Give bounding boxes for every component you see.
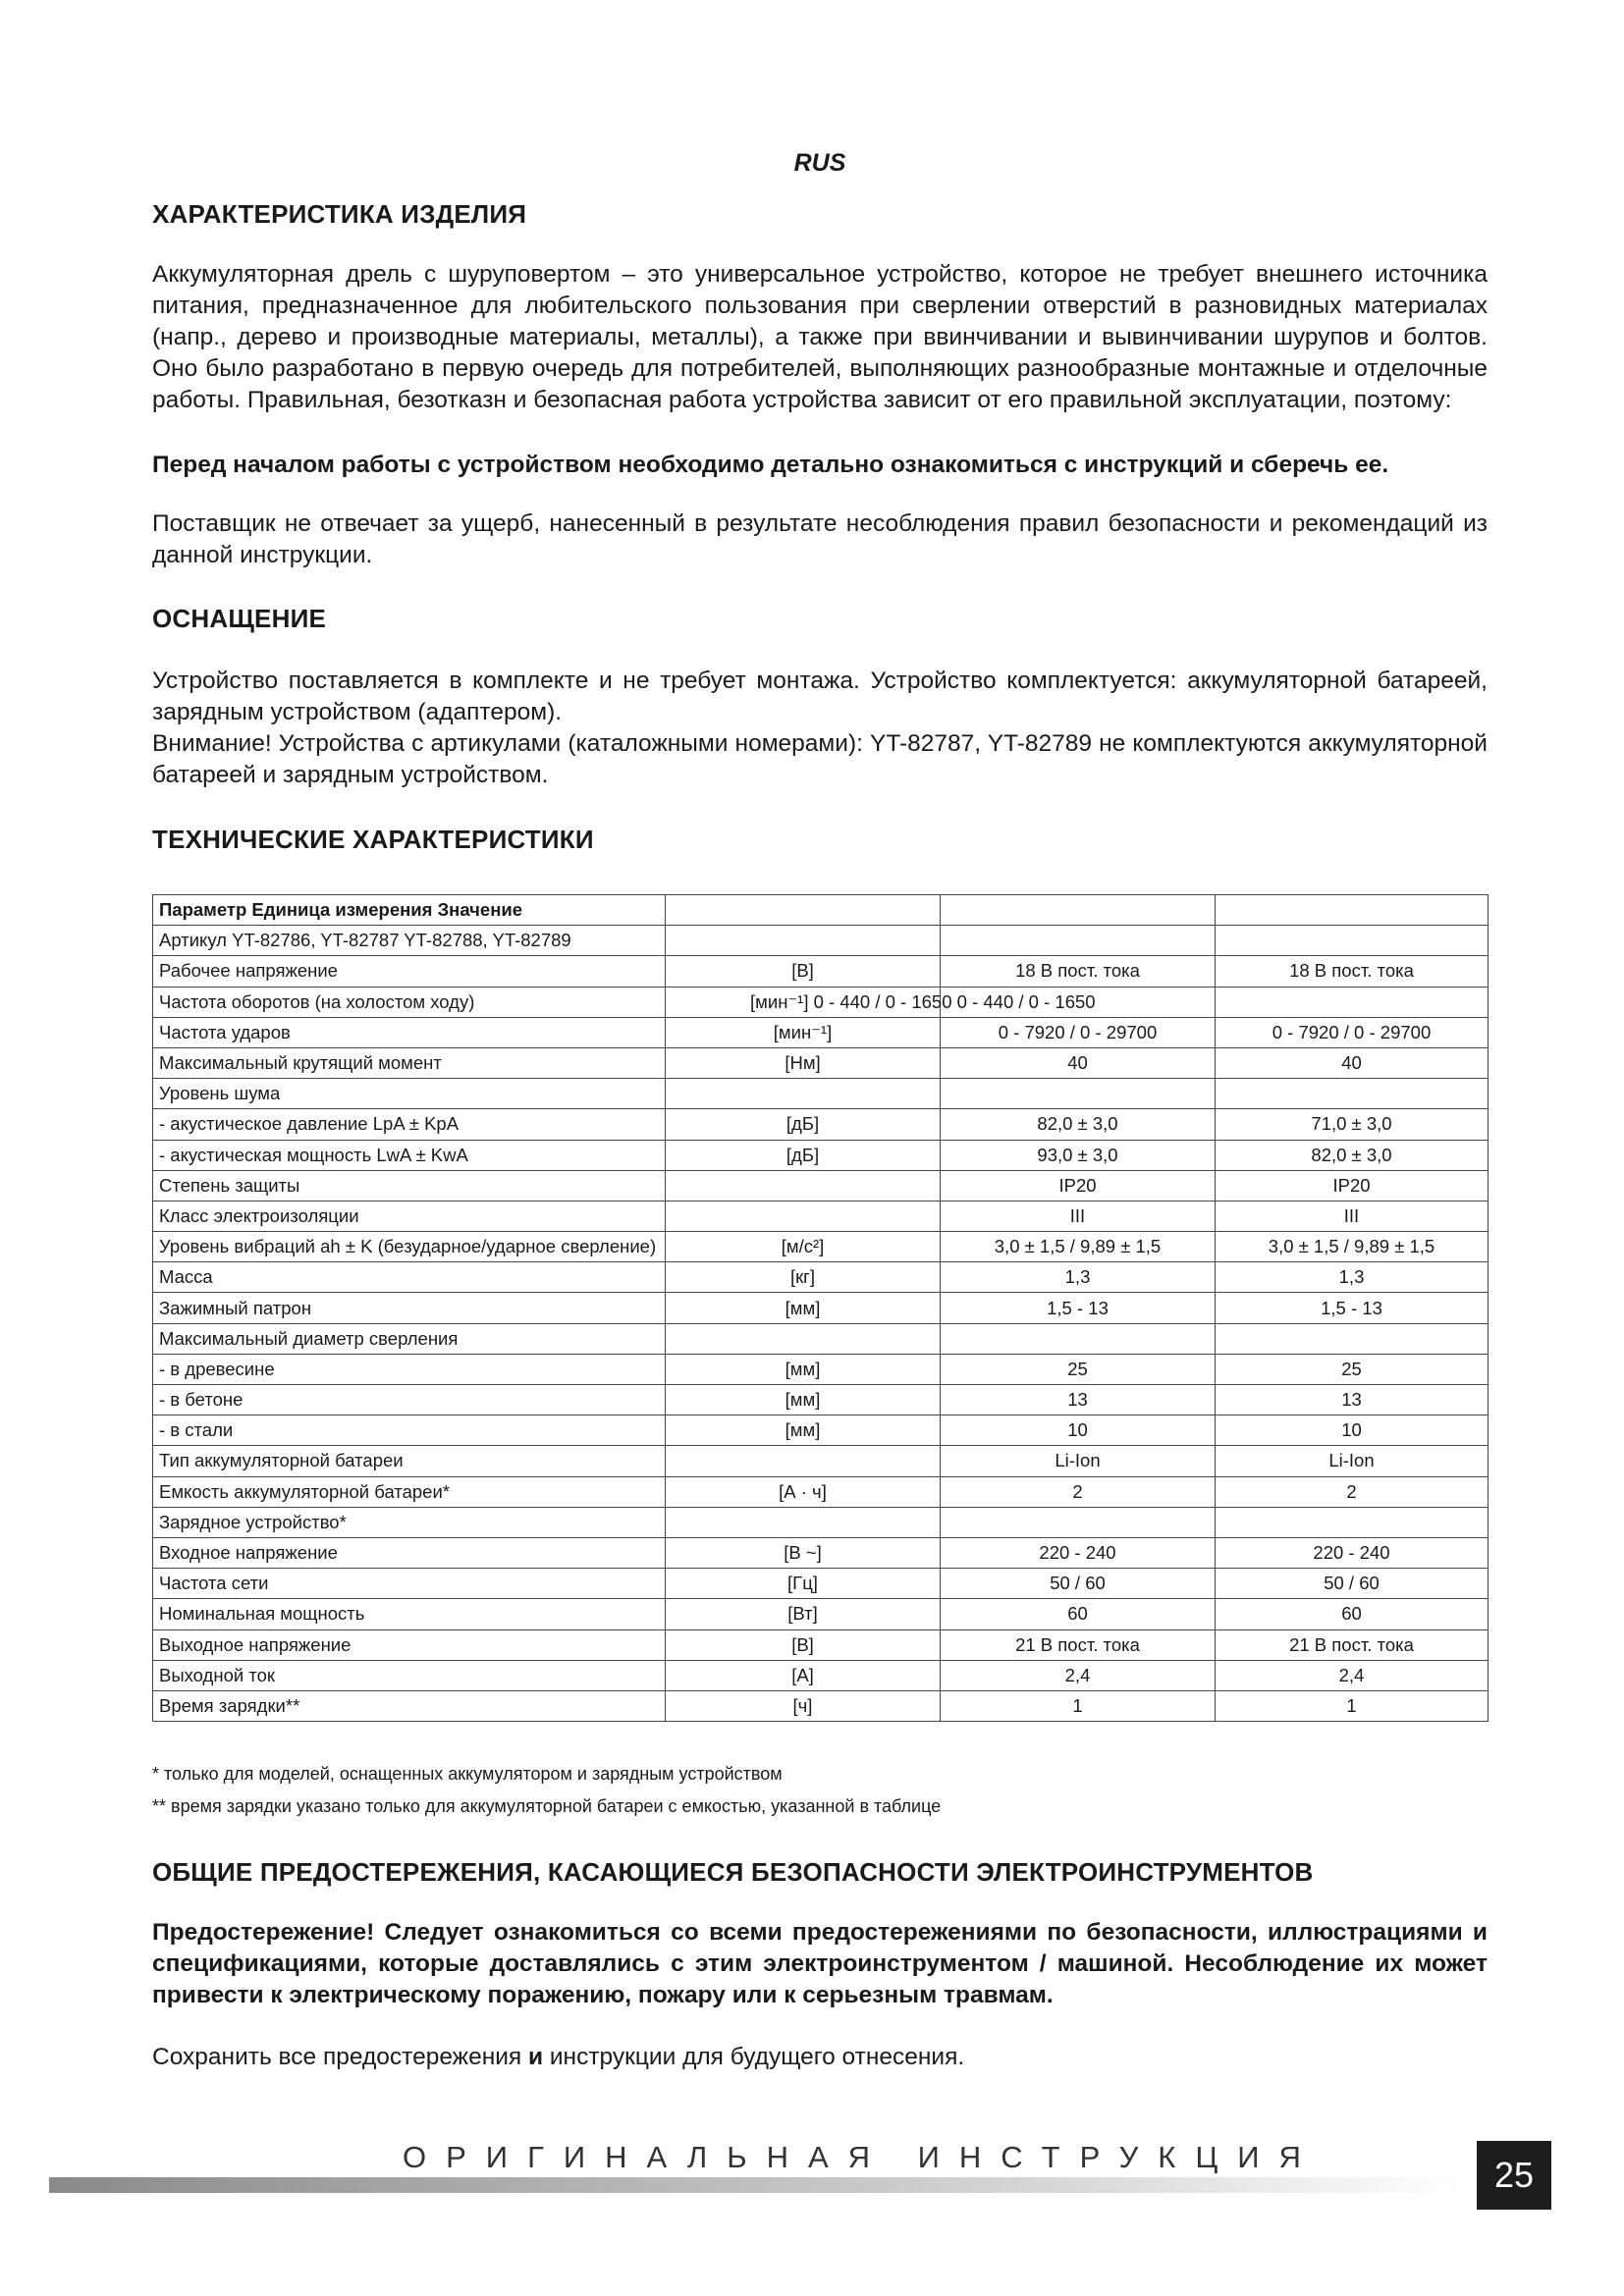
table-cell: Уровень шума	[153, 1079, 666, 1109]
table-cell: Выходное напряжение	[153, 1629, 666, 1660]
table-cell: - в бетоне	[153, 1385, 666, 1415]
table-row	[153, 895, 1489, 926]
table-cell: [Нм]	[666, 1047, 941, 1078]
table-cell: [А]	[666, 1660, 941, 1690]
table-cell: 25	[1216, 1354, 1489, 1384]
table-cell: 2	[941, 1476, 1216, 1507]
footer-gradient-bar	[49, 2177, 1463, 2193]
specs-table	[152, 894, 1489, 1722]
table-row	[153, 1446, 1489, 1476]
save-text-a: Сохранить все предостережения	[152, 2044, 528, 2070]
table-cell: [А · ч]	[666, 1476, 941, 1507]
table-row	[153, 1323, 1489, 1354]
table-cell: Частота ударов	[153, 1017, 666, 1047]
table-cell	[666, 1201, 941, 1231]
table-row	[153, 1537, 1489, 1568]
table-cell: 1,3	[941, 1262, 1216, 1293]
table-cell: [Вт]	[666, 1599, 941, 1629]
footnote-1: * только для моделей, оснащенных аккумулятором и зарядным устройством	[152, 1764, 783, 1784]
table-cell	[1216, 926, 1489, 956]
table-cell: 60	[941, 1599, 1216, 1629]
table-cell: 71,0 ± 3,0	[1216, 1109, 1489, 1140]
footer-title: ОРИГИНАЛЬНАЯ ИНСТРУКЦИЯ	[403, 2140, 1321, 2174]
equipment-paragraph-1: Устройство поставляется в комплекте и не требует монтажа. Устройство комплектуется: аккумуляторной батареей, зарядным устройством (адаптером).	[152, 667, 1488, 725]
table-cell: 82,0 ± 3,0	[1216, 1140, 1489, 1170]
table-cell: Максимальный диаметр сверления	[153, 1323, 666, 1354]
save-text-c: инструкции для будущего отнесения.	[543, 2044, 965, 2070]
table-row	[153, 1079, 1489, 1109]
table-cell: Параметр Единица измерения Значение	[153, 895, 666, 926]
table-cell	[1216, 895, 1489, 926]
supplier-paragraph: Поставщик не отвечает за ущерб, нанесенный в результате несоблюдения правил безопасности и рекомендаций из данной инструкции.	[152, 510, 1488, 568]
page-number: 25	[1477, 2141, 1551, 2210]
save-paragraph	[152, 2042, 1488, 2073]
table-cell: III	[1216, 1201, 1489, 1231]
table-cell: [дБ]	[666, 1140, 941, 1170]
table-cell: [мм]	[666, 1293, 941, 1323]
table-cell: Входное напряжение	[153, 1537, 666, 1568]
table-cell: 1,3	[1216, 1262, 1489, 1293]
table-cell: 93,0 ± 3,0	[941, 1140, 1216, 1170]
table-cell	[666, 926, 941, 956]
table-cell	[941, 926, 1216, 956]
table-cell: 2	[1216, 1476, 1489, 1507]
safety-paragraph: Предостережение! Следует ознакомиться со всеми предостережениями по безопасности, иллюстрациями и спецификациями, которые доставлялись с этим электроинструментом / машиной. Несоблюдение их может привести к электрическому поражению, пожару или к серьезным травмам.	[152, 1919, 1488, 2008]
table-cell: [м/с²]	[666, 1232, 941, 1262]
table-row	[153, 1599, 1489, 1629]
table-cell: 82,0 ± 3,0	[941, 1109, 1216, 1140]
footnote-2: ** время зарядки указано только для аккумуляторной батареи с емкостью, указанной в таблице	[152, 1796, 942, 1816]
table-row	[153, 1476, 1489, 1507]
table-cell: - акустическая мощность LwA ± KwA	[153, 1140, 666, 1170]
table-cell: Частота сети	[153, 1569, 666, 1599]
table-row	[153, 1629, 1489, 1660]
table-cell: Зажимный патрон	[153, 1293, 666, 1323]
table-cell: 0 - 7920 / 0 - 29700	[1216, 1017, 1489, 1047]
table-cell: Выходной ток	[153, 1660, 666, 1690]
table-cell: [мм]	[666, 1415, 941, 1446]
table-cell: Масса	[153, 1262, 666, 1293]
table-cell: 220 - 240	[1216, 1537, 1489, 1568]
table-cell	[1216, 1323, 1489, 1354]
table-row	[153, 1293, 1489, 1323]
table-cell	[666, 1446, 941, 1476]
table-cell: 60	[1216, 1599, 1489, 1629]
table-row	[153, 987, 1489, 1017]
characteristic-heading: ХАРАКТЕРИСТИКА ИЗДЕЛИЯ	[152, 199, 527, 229]
table-cell: [мм]	[666, 1385, 941, 1415]
table-cell: Li-Ion	[1216, 1446, 1489, 1476]
table-cell: 50 / 60	[1216, 1569, 1489, 1599]
table-cell: 13	[1216, 1385, 1489, 1415]
table-cell: [Гц]	[666, 1569, 941, 1599]
table-cell: - в древесине	[153, 1354, 666, 1384]
tech-heading: ТЕХНИЧЕСКИЕ ХАРАКТЕРИСТИКИ	[152, 825, 594, 854]
table-row	[153, 1170, 1489, 1201]
table-cell: 21 В пост. тока	[1216, 1629, 1489, 1660]
equipment-paragraph-2: Внимание! Устройства с артикулами (каталожными номерами): YT-82787, YT-82789 не комплектуются аккумуляторной батареей и зарядным устройством.	[152, 730, 1488, 788]
table-cell: 1,5 - 13	[941, 1293, 1216, 1323]
table-cell: Номинальная мощность	[153, 1599, 666, 1629]
table-cell: [мин⁻¹]	[666, 1017, 941, 1047]
table-cell: Рабочее напряжение	[153, 956, 666, 987]
table-row	[153, 1385, 1489, 1415]
table-cell: Уровень вибраций ah ± K (безударное/ударное сверление)	[153, 1232, 666, 1262]
table-cell: Класс электроизоляции	[153, 1201, 666, 1231]
table-cell: 3,0 ± 1,5 / 9,89 ± 1,5	[1216, 1232, 1489, 1262]
table-cell: Зарядное устройство*	[153, 1507, 666, 1537]
table-row	[153, 1232, 1489, 1262]
table-cell: Время зарядки**	[153, 1690, 666, 1721]
table-cell: IP20	[1216, 1170, 1489, 1201]
table-cell	[941, 1323, 1216, 1354]
table-row	[153, 1262, 1489, 1293]
table-cell	[666, 1170, 941, 1201]
table-cell: [ч]	[666, 1690, 941, 1721]
save-text-and: и	[527, 2044, 544, 2070]
table-row	[153, 956, 1489, 987]
table-cell: 13	[941, 1385, 1216, 1415]
table-cell: [В]	[666, 1629, 941, 1660]
table-cell	[941, 895, 1216, 926]
table-cell	[941, 1507, 1216, 1537]
table-cell: [В ~]	[666, 1537, 941, 1568]
safety-heading: ОБЩИЕ ПРЕДОСТЕРЕЖЕНИЯ, КАСАЮЩИЕСЯ БЕЗОПАСНОСТИ ЭЛЕКТРОИНСТРУМЕНТОВ	[152, 1857, 1314, 1887]
table-row	[153, 1017, 1489, 1047]
table-row	[153, 1354, 1489, 1384]
table-cell: Степень защиты	[153, 1170, 666, 1201]
table-cell: - в стали	[153, 1415, 666, 1446]
table-cell: 25	[941, 1354, 1216, 1384]
table-cell	[1216, 987, 1489, 1017]
table-cell: 0 - 7920 / 0 - 29700	[941, 1017, 1216, 1047]
table-row	[153, 1201, 1489, 1231]
table-cell: 10	[1216, 1415, 1489, 1446]
table-cell: [кг]	[666, 1262, 941, 1293]
table-cell: Li-Ion	[941, 1446, 1216, 1476]
table-cell: 3,0 ± 1,5 / 9,89 ± 1,5	[941, 1232, 1216, 1262]
table-cell: Артикул YT-82786, YT-82787 YT-82788, YT-82789	[153, 926, 666, 956]
table-row	[153, 1140, 1489, 1170]
table-cell: [мин⁻¹] 0 - 440 / 0 - 1650 0 - 440 / 0 - 1650	[666, 987, 941, 1017]
table-cell: 2,4	[1216, 1660, 1489, 1690]
table-cell: 1	[941, 1690, 1216, 1721]
table-row	[153, 1690, 1489, 1721]
table-cell: 220 - 240	[941, 1537, 1216, 1568]
table-row	[153, 1507, 1489, 1537]
table-cell	[666, 1323, 941, 1354]
table-cell: 18 В пост. тока	[1216, 956, 1489, 987]
table-cell	[941, 1079, 1216, 1109]
language-label: RUS	[793, 149, 846, 177]
table-cell	[666, 1507, 941, 1537]
table-cell: [дБ]	[666, 1109, 941, 1140]
table-cell: 1	[1216, 1690, 1489, 1721]
equipment-heading: ОСНАЩЕНИЕ	[152, 604, 326, 633]
table-cell: 10	[941, 1415, 1216, 1446]
table-cell: 40	[1216, 1047, 1489, 1078]
table-cell: Частота оборотов (на холостом ходу)	[153, 987, 666, 1017]
table-cell	[1216, 1079, 1489, 1109]
table-cell: IP20	[941, 1170, 1216, 1201]
table-cell: 40	[941, 1047, 1216, 1078]
table-row	[153, 1047, 1489, 1078]
characteristic-paragraph: Аккумуляторная дрель с шуруповертом – это универсальное устройство, которое не требует внешнего источника питания, предназначенное для любительского пользования при сверлении отверстий в разновидных материалах (напр., дерево и производные материалы, металлы), а также при ввинчивании и вывинчивании шурупов и болтов. Оно было разработано в первую очередь для потребителей, выполняющих разнообразные монтажные и отделочные работы. Правильная, безотказн и безопасная работа устройства зависит от его правильной эксплуатации, поэтому:	[152, 261, 1488, 413]
table-row	[153, 1569, 1489, 1599]
table-cell	[666, 1079, 941, 1109]
table-cell: Максимальный крутящий момент	[153, 1047, 666, 1078]
table-cell: 18 В пост. тока	[941, 956, 1216, 987]
table-cell: 1,5 - 13	[1216, 1293, 1489, 1323]
table-cell: 50 / 60	[941, 1569, 1216, 1599]
table-cell: [мм]	[666, 1354, 941, 1384]
table-cell	[666, 895, 941, 926]
table-row	[153, 1660, 1489, 1690]
table-row	[153, 926, 1489, 956]
table-cell: [В]	[666, 956, 941, 987]
table-row	[153, 1109, 1489, 1140]
table-cell: Тип аккумуляторной батареи	[153, 1446, 666, 1476]
table-cell: - акустическое давление LpA ± KpA	[153, 1109, 666, 1140]
table-row	[153, 1415, 1489, 1446]
table-cell: III	[941, 1201, 1216, 1231]
table-cell	[1216, 1507, 1489, 1537]
table-cell: 2,4	[941, 1660, 1216, 1690]
table-cell: 21 В пост. тока	[941, 1629, 1216, 1660]
warning-paragraph: Перед началом работы с устройством необходимо детально ознакомиться с инструкций и сберечь ее.	[152, 452, 1389, 478]
table-cell: Емкость аккумуляторной батареи*	[153, 1476, 666, 1507]
